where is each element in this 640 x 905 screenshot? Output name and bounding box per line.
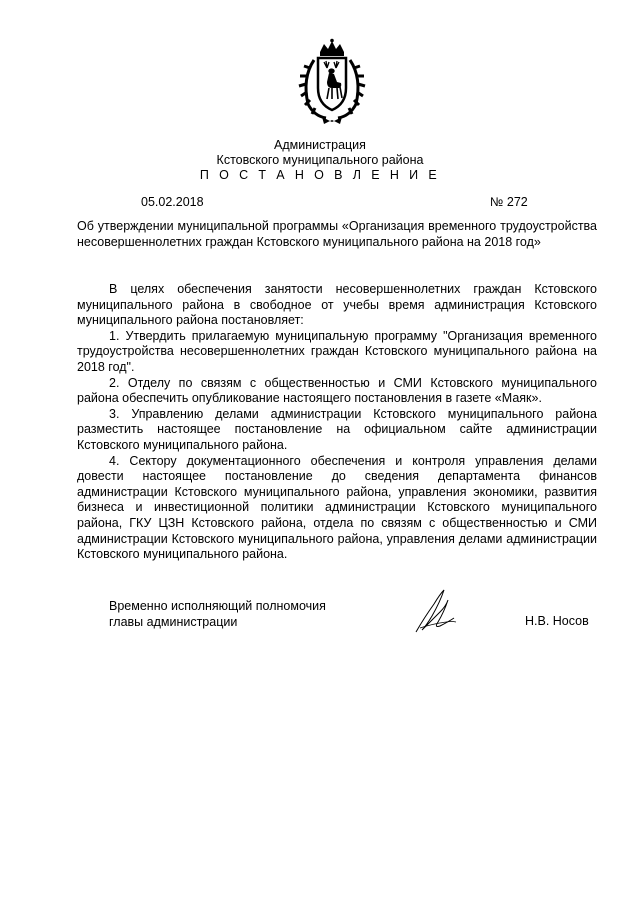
nizhny-novgorod-coat-of-arms-icon [296, 38, 368, 126]
body-paragraph-2: 2. Отделу по связям с общественностью и СМИ Кстовского муниципального района обеспечить опубликование настоящего постановления в газете «Маяк». [77, 375, 597, 406]
body-paragraph-preamble: В целях обеспечения занятости несовершеннолетних граждан Кстовского муниципального района в свободное от учебы время администрация Кстовского муниципального района постановляет: [77, 282, 597, 328]
document-body [77, 282, 597, 563]
document-header [0, 138, 640, 183]
signatory-name: Н.В. Носов [525, 614, 589, 628]
signatory-position-line2: главы администрации [109, 614, 238, 629]
handwritten-signature [410, 588, 460, 634]
signatory-position-line1: Временно исполняющий полномочия [109, 599, 326, 613]
body-paragraph-3: 3. Управлению делами администрации Кстовского муниципального района разместить настоящее постановление на официальном сайте администрации Кстовского муниципального района. [77, 406, 597, 452]
body-paragraph-4: 4. Сектору документационного обеспечения и контроля управления делами довести настоящее постановление до сведения департамента финансов администрации Кстовского муниципального района, управления экономики, развития бизнеса и инвестиционной политики администрации Кстовского муниципального района, ГКУ ЦЗН Кстовского района, отдела по связям с общественностью и СМИ администрации Кстовского муниципального района, управления делами администрации Кстовского муниципального района. [77, 453, 597, 562]
org-name-line1: Администрация [274, 138, 366, 152]
document-date: 05.02.2018 [141, 195, 204, 209]
document-subject: Об утверждении муниципальной программы «Организация временного трудоустройства несовершеннолетних граждан Кстовского муниципального района на 2018 год» [77, 219, 597, 249]
document-number: № 272 [490, 195, 528, 209]
document-type: П О С Т А Н О В Л Е Н И Е [199, 168, 441, 182]
org-name-line2: Кстовского муниципального района [216, 153, 424, 167]
body-paragraph-1: 1. Утвердить прилагаемую муниципальную программу "Организация временного трудоустройства несовершеннолетних граждан Кстовского муниципального района на 2018 год". [77, 328, 597, 374]
signatory-position [109, 599, 326, 630]
